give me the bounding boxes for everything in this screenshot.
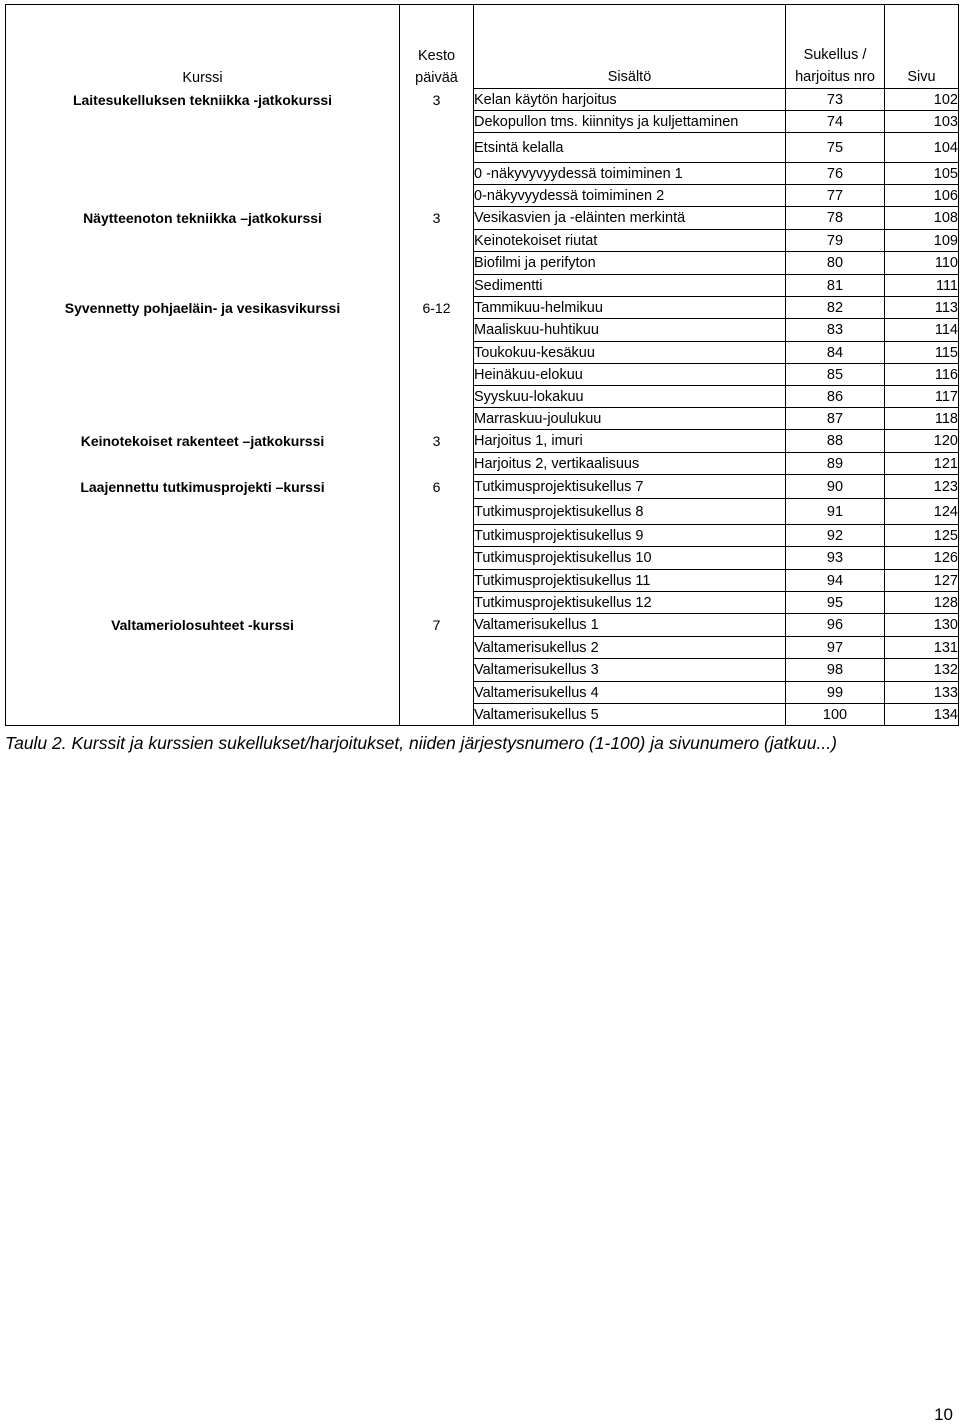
cell-sisalto: Tutkimusprojektisukellus 12 bbox=[474, 592, 786, 614]
cell-nro: 77 bbox=[786, 185, 885, 207]
cell-kurssi bbox=[6, 163, 400, 185]
cell-nro: 93 bbox=[786, 547, 885, 570]
cell-kurssi bbox=[6, 659, 400, 682]
table-row bbox=[6, 163, 959, 185]
cell-nro: 85 bbox=[786, 364, 885, 386]
cell-kesto bbox=[400, 364, 474, 386]
cell-sisalto: Tammikuu-helmikuu bbox=[474, 297, 786, 319]
cell-sivu: 126 bbox=[885, 547, 959, 570]
cell-sisalto: Tutkimusprojektisukellus 9 bbox=[474, 525, 786, 547]
cell-nro: 97 bbox=[786, 637, 885, 659]
table-row bbox=[6, 475, 959, 499]
cell-kurssi bbox=[6, 547, 400, 570]
table-row bbox=[6, 185, 959, 207]
cell-kesto: 7 bbox=[400, 614, 474, 637]
cell-nro: 83 bbox=[786, 319, 885, 342]
cell-nro: 87 bbox=[786, 408, 885, 430]
cell-kesto bbox=[400, 252, 474, 275]
table-row bbox=[6, 682, 959, 704]
cell-kurssi bbox=[6, 499, 400, 525]
cell-sivu: 103 bbox=[885, 111, 959, 133]
cell-nro: 94 bbox=[786, 570, 885, 592]
cell-kesto: 3 bbox=[400, 207, 474, 230]
cell-kesto bbox=[400, 133, 474, 163]
cell-sisalto: Syyskuu-lokakuu bbox=[474, 386, 786, 408]
cell-kurssi bbox=[6, 525, 400, 547]
cell-nro: 78 bbox=[786, 207, 885, 230]
cell-sivu: 104 bbox=[885, 133, 959, 163]
table-row bbox=[6, 297, 959, 319]
cell-kurssi: Syvennetty pohjaeläin- ja vesikasvikurssi bbox=[6, 297, 400, 319]
table-row bbox=[6, 430, 959, 453]
cell-sisalto: Harjoitus 2, vertikaalisuus bbox=[474, 453, 786, 475]
table-row bbox=[6, 275, 959, 297]
cell-kesto bbox=[400, 499, 474, 525]
cell-kesto bbox=[400, 682, 474, 704]
cell-kurssi bbox=[6, 342, 400, 364]
cell-kesto bbox=[400, 408, 474, 430]
cell-sivu: 131 bbox=[885, 637, 959, 659]
cell-sisalto: Tutkimusprojektisukellus 7 bbox=[474, 475, 786, 499]
cell-nro: 89 bbox=[786, 453, 885, 475]
table-row bbox=[6, 614, 959, 637]
table-row bbox=[6, 89, 959, 111]
table-row bbox=[6, 659, 959, 682]
cell-kurssi bbox=[6, 185, 400, 207]
cell-kurssi bbox=[6, 453, 400, 475]
cell-nro: 91 bbox=[786, 499, 885, 525]
header-nro: Sukellus / harjoitus nro bbox=[786, 5, 885, 89]
cell-sivu: 114 bbox=[885, 319, 959, 342]
cell-nro: 95 bbox=[786, 592, 885, 614]
cell-kurssi bbox=[6, 570, 400, 592]
cell-kurssi bbox=[6, 592, 400, 614]
cell-sivu: 133 bbox=[885, 682, 959, 704]
table-row bbox=[6, 207, 959, 230]
cell-sisalto: Biofilmi ja perifyton bbox=[474, 252, 786, 275]
cell-sivu: 115 bbox=[885, 342, 959, 364]
cell-sivu: 118 bbox=[885, 408, 959, 430]
cell-sisalto: Sedimentti bbox=[474, 275, 786, 297]
cell-sivu: 110 bbox=[885, 252, 959, 275]
table-row bbox=[6, 133, 959, 163]
cell-nro: 99 bbox=[786, 682, 885, 704]
cell-sisalto: Maaliskuu-huhtikuu bbox=[474, 319, 786, 342]
cell-sivu: 121 bbox=[885, 453, 959, 475]
cell-kesto bbox=[400, 547, 474, 570]
page-number: 10 bbox=[934, 1405, 953, 1424]
cell-kesto bbox=[400, 230, 474, 252]
cell-kesto: 6-12 bbox=[400, 297, 474, 319]
cell-sisalto: Heinäkuu-elokuu bbox=[474, 364, 786, 386]
table-row bbox=[6, 592, 959, 614]
cell-kurssi bbox=[6, 111, 400, 133]
cell-kesto bbox=[400, 525, 474, 547]
cell-sisalto: Dekopullon tms. kiinnitys ja kuljettaminen bbox=[474, 111, 786, 133]
cell-nro: 73 bbox=[786, 89, 885, 111]
cell-sisalto: Kelan käytön harjoitus bbox=[474, 89, 786, 111]
cell-kesto bbox=[400, 659, 474, 682]
table-row bbox=[6, 570, 959, 592]
cell-kesto bbox=[400, 704, 474, 726]
cell-kurssi bbox=[6, 408, 400, 430]
table-row bbox=[6, 453, 959, 475]
header-sivu: Sivu bbox=[885, 5, 959, 89]
cell-sisalto: Tutkimusprojektisukellus 10 bbox=[474, 547, 786, 570]
cell-sisalto: Harjoitus 1, imuri bbox=[474, 430, 786, 453]
cell-kesto bbox=[400, 592, 474, 614]
course-table bbox=[5, 4, 959, 726]
cell-nro: 98 bbox=[786, 659, 885, 682]
table-caption: Taulu 2. Kurssit ja kurssien sukellukset/harjoitukset, niiden järjestysnumero (1-100) ja sivunumero (jatkuu...) bbox=[5, 733, 837, 753]
cell-sisalto: 0-näkyvyydessä toimiminen 2 bbox=[474, 185, 786, 207]
cell-kurssi: Keinotekoiset rakenteet –jatkokurssi bbox=[6, 430, 400, 453]
cell-kesto bbox=[400, 275, 474, 297]
cell-nro: 88 bbox=[786, 430, 885, 453]
cell-sisalto: 0 -näkyvyvyydessä toimiminen 1 bbox=[474, 163, 786, 185]
cell-sivu: 109 bbox=[885, 230, 959, 252]
cell-kesto bbox=[400, 453, 474, 475]
cell-sisalto: Valtamerisukellus 1 bbox=[474, 614, 786, 637]
cell-kesto bbox=[400, 319, 474, 342]
cell-kurssi bbox=[6, 682, 400, 704]
cell-sivu: 124 bbox=[885, 499, 959, 525]
cell-nro: 100 bbox=[786, 704, 885, 726]
cell-nro: 81 bbox=[786, 275, 885, 297]
cell-kesto bbox=[400, 570, 474, 592]
cell-sivu: 108 bbox=[885, 207, 959, 230]
cell-kurssi bbox=[6, 252, 400, 275]
cell-sisalto: Toukokuu-kesäkuu bbox=[474, 342, 786, 364]
cell-kurssi: Laajennettu tutkimusprojekti –kurssi bbox=[6, 475, 400, 499]
cell-nro: 86 bbox=[786, 386, 885, 408]
cell-kesto bbox=[400, 111, 474, 133]
header-row bbox=[6, 5, 959, 89]
table-row bbox=[6, 319, 959, 342]
cell-sisalto: Marraskuu-joulukuu bbox=[474, 408, 786, 430]
cell-kesto: 3 bbox=[400, 430, 474, 453]
cell-nro: 92 bbox=[786, 525, 885, 547]
cell-kesto: 6 bbox=[400, 475, 474, 499]
cell-sivu: 105 bbox=[885, 163, 959, 185]
cell-sisalto: Valtamerisukellus 4 bbox=[474, 682, 786, 704]
table-row bbox=[6, 704, 959, 726]
cell-kesto bbox=[400, 637, 474, 659]
cell-sivu: 127 bbox=[885, 570, 959, 592]
header-kurssi: Kurssi bbox=[6, 5, 400, 89]
cell-kurssi bbox=[6, 319, 400, 342]
cell-sivu: 117 bbox=[885, 386, 959, 408]
cell-kurssi bbox=[6, 275, 400, 297]
cell-nro: 74 bbox=[786, 111, 885, 133]
cell-sivu: 111 bbox=[885, 275, 959, 297]
cell-sisalto: Tutkimusprojektisukellus 8 bbox=[474, 499, 786, 525]
cell-kurssi: Näytteenoton tekniikka –jatkokurssi bbox=[6, 207, 400, 230]
table-row bbox=[6, 547, 959, 570]
cell-sivu: 130 bbox=[885, 614, 959, 637]
cell-sivu: 128 bbox=[885, 592, 959, 614]
cell-kesto bbox=[400, 342, 474, 364]
cell-sivu: 106 bbox=[885, 185, 959, 207]
cell-sivu: 125 bbox=[885, 525, 959, 547]
cell-nro: 76 bbox=[786, 163, 885, 185]
cell-kesto bbox=[400, 185, 474, 207]
cell-sivu: 134 bbox=[885, 704, 959, 726]
cell-nro: 75 bbox=[786, 133, 885, 163]
cell-kurssi bbox=[6, 386, 400, 408]
header-sisalto: Sisältö bbox=[474, 5, 786, 89]
cell-nro: 84 bbox=[786, 342, 885, 364]
cell-kurssi: Laitesukelluksen tekniikka -jatkokurssi bbox=[6, 89, 400, 111]
cell-sisalto: Valtamerisukellus 2 bbox=[474, 637, 786, 659]
cell-kesto: 3 bbox=[400, 89, 474, 111]
cell-sisalto: Tutkimusprojektisukellus 11 bbox=[474, 570, 786, 592]
cell-sivu: 120 bbox=[885, 430, 959, 453]
cell-sisalto: Etsintä kelalla bbox=[474, 133, 786, 163]
table-row bbox=[6, 408, 959, 430]
cell-sivu: 123 bbox=[885, 475, 959, 499]
cell-sisalto: Valtamerisukellus 3 bbox=[474, 659, 786, 682]
cell-sisalto: Keinotekoiset riutat bbox=[474, 230, 786, 252]
header-kesto: Kesto päivää bbox=[400, 5, 474, 89]
cell-kesto bbox=[400, 163, 474, 185]
cell-kurssi bbox=[6, 133, 400, 163]
table-row bbox=[6, 364, 959, 386]
cell-nro: 80 bbox=[786, 252, 885, 275]
cell-kurssi bbox=[6, 364, 400, 386]
cell-nro: 96 bbox=[786, 614, 885, 637]
cell-nro: 79 bbox=[786, 230, 885, 252]
cell-kesto bbox=[400, 386, 474, 408]
cell-nro: 82 bbox=[786, 297, 885, 319]
cell-sivu: 116 bbox=[885, 364, 959, 386]
cell-kurssi bbox=[6, 704, 400, 726]
table-row bbox=[6, 637, 959, 659]
cell-kurssi bbox=[6, 637, 400, 659]
table-row bbox=[6, 525, 959, 547]
table-row bbox=[6, 111, 959, 133]
table-row bbox=[6, 342, 959, 364]
table-row bbox=[6, 499, 959, 525]
cell-kurssi bbox=[6, 230, 400, 252]
table-row bbox=[6, 386, 959, 408]
cell-nro: 90 bbox=[786, 475, 885, 499]
table-row bbox=[6, 230, 959, 252]
cell-sisalto: Valtamerisukellus 5 bbox=[474, 704, 786, 726]
table-row bbox=[6, 252, 959, 275]
cell-sivu: 102 bbox=[885, 89, 959, 111]
cell-sivu: 113 bbox=[885, 297, 959, 319]
cell-kurssi: Valtameriolosuhteet -kurssi bbox=[6, 614, 400, 637]
cell-sisalto: Vesikasvien ja -eläinten merkintä bbox=[474, 207, 786, 230]
cell-sivu: 132 bbox=[885, 659, 959, 682]
